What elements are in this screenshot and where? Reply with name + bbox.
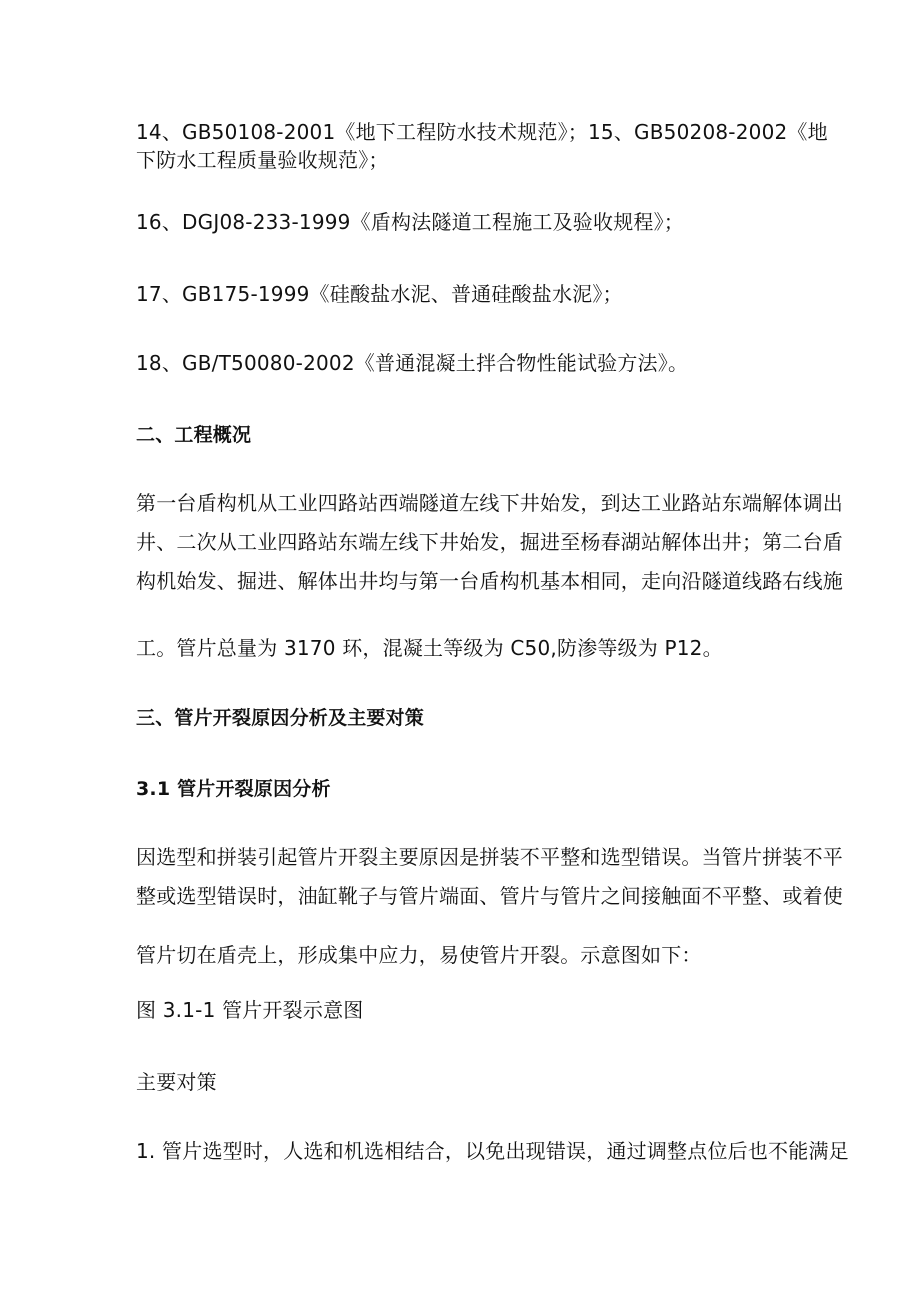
section-2-heading: 二、工程概况 xyxy=(136,424,252,446)
section-2-paragraph-line-4: 工。管片总量为 3170 环，混凝土等级为 C50,防渗等级为 P12。 xyxy=(136,636,723,660)
section-3-1-heading: 3.1 管片开裂原因分析 xyxy=(136,778,331,800)
section-3-1-paragraph-line-2: 整或选型错误时，油缸靴子与管片端面、管片与管片之间接触面不平整、或着使 xyxy=(136,884,843,908)
reference-16: 16、DGJ08-233-1999《盾构法隧道工程施工及验收规程》； xyxy=(136,210,685,234)
section-3-1-paragraph-line-3: 管片切在盾壳上，形成集中应力，易使管片开裂。示意图如下： xyxy=(136,943,702,967)
reference-14-15-line-1: 14、GB50108-2001《地下工程防水技术规范》；15、GB50208-2002《地 xyxy=(136,120,828,144)
section-2-paragraph-line-2: 井、二次从工业四路站东端左线下井始发，掘进至杨春湖站解体出井；第二台盾 xyxy=(136,530,843,554)
figure-caption: 图 3.1-1 管片开裂示意图 xyxy=(136,998,364,1022)
countermeasures-heading: 主要对策 xyxy=(136,1070,217,1094)
reference-17: 17、GB175-1999《硅酸盐水泥、普通硅酸盐水泥》； xyxy=(136,282,623,306)
countermeasure-item-1: 1. 管片选型时，人选和机选相结合，以免出现错误，通过调整点位后也不能满足 xyxy=(136,1139,849,1163)
section-2-paragraph-line-3: 构机始发、掘进、解体出井均与第一台盾构机基本相同，走向沿隧道线路右线施 xyxy=(136,569,843,593)
section-3-1-paragraph-line-1: 因选型和拼装引起管片开裂主要原因是拼装不平整和选型错误。当管片拼装不平 xyxy=(136,845,843,869)
reference-14-15-line-2: 下防水工程质量验收规范》； xyxy=(136,148,389,172)
reference-18: 18、GB/T50080-2002《普通混凝土拌合物性能试验方法》。 xyxy=(136,351,689,375)
section-3-heading: 三、管片开裂原因分析及主要对策 xyxy=(136,707,425,729)
section-2-paragraph-line-1: 第一台盾构机从工业四路站西端隧道左线下井始发，到达工业路站东端解体调出 xyxy=(136,491,843,515)
